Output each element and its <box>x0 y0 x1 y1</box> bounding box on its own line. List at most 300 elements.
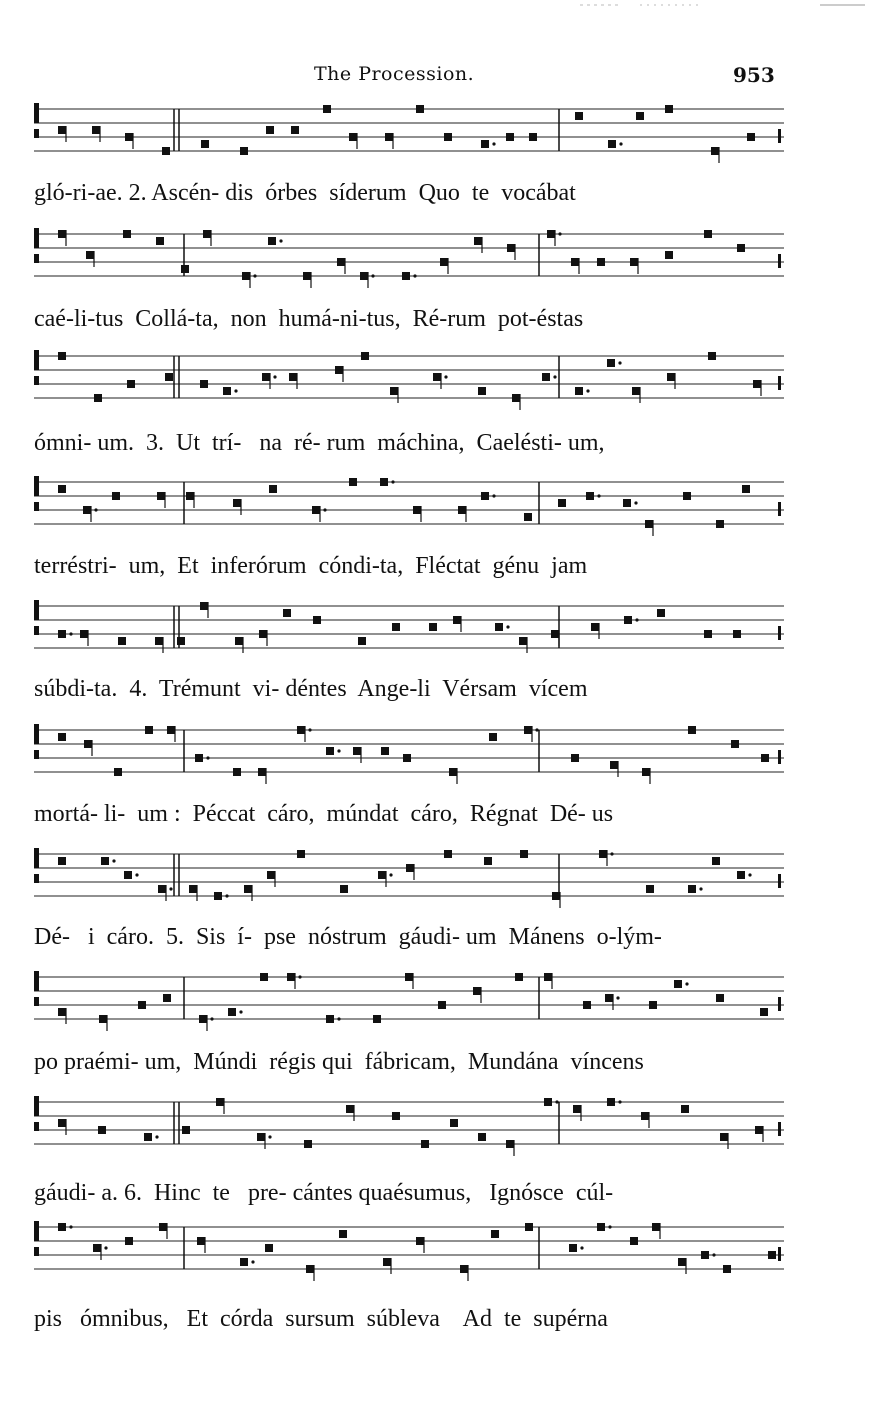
c-clef-icon <box>34 1122 39 1131</box>
neume-note <box>551 630 559 638</box>
neume-note <box>636 112 644 120</box>
neume-note <box>716 994 724 1002</box>
neume-note <box>704 230 712 238</box>
chant-staff-9 <box>34 1088 784 1158</box>
neume-note <box>99 1015 107 1023</box>
neume-note <box>240 1258 248 1266</box>
neume-note <box>683 492 691 500</box>
neume-note <box>701 1251 709 1259</box>
neume-note <box>406 864 414 872</box>
neume-note <box>489 733 497 741</box>
neume-dot <box>298 975 301 978</box>
neume-note <box>303 272 311 280</box>
neume-note <box>265 1244 273 1252</box>
neume-note <box>507 244 515 252</box>
neume-note <box>177 637 185 645</box>
c-clef-icon <box>34 103 39 123</box>
neume-dot <box>597 494 600 497</box>
neume-note <box>458 506 466 514</box>
neume-dot <box>308 728 311 731</box>
neume-note <box>519 637 527 645</box>
neume-note <box>649 1001 657 1009</box>
neume-note <box>597 1223 605 1231</box>
c-clef-icon <box>34 874 39 883</box>
neume-note <box>742 485 750 493</box>
neume-dot <box>337 749 340 752</box>
neume-note <box>665 251 673 259</box>
neume-note <box>575 112 583 120</box>
neume-note <box>112 492 120 500</box>
neume-dot <box>699 887 702 890</box>
neume-note <box>542 373 550 381</box>
neume-note <box>268 237 276 245</box>
neume-note <box>201 140 209 148</box>
neume-note <box>378 871 386 879</box>
c-clef-icon <box>34 254 39 263</box>
lyric-line-3: ómni- um. 3. Ut trí- na ré- rum máchina, Caelésti- um, <box>34 430 605 456</box>
neume-note <box>544 1098 552 1106</box>
neume-note <box>390 387 398 395</box>
neume-dot <box>506 625 509 628</box>
neume-note <box>495 623 503 631</box>
neume-note <box>214 892 222 900</box>
neume-dot <box>555 1100 558 1103</box>
neume-note <box>381 747 389 755</box>
neume-note <box>380 478 388 486</box>
staff-drawing <box>34 1088 784 1158</box>
lyric-line-9: gáudi- a. 6. Hinc te pre- cántes quaésumus, Ignósce cúl- <box>34 1180 614 1206</box>
neume-note <box>392 623 400 631</box>
neume-note <box>323 105 331 113</box>
neume-note <box>515 973 523 981</box>
chant-staff-6 <box>34 716 784 786</box>
neume-note <box>145 726 153 734</box>
neume-dot <box>712 1253 715 1256</box>
neume-note <box>158 885 166 893</box>
neume-dot <box>492 494 495 497</box>
neume-note <box>761 754 769 762</box>
neume-dot <box>618 361 621 364</box>
neume-note <box>473 987 481 995</box>
neume-note <box>337 258 345 266</box>
lyric-line-6: mortá- li- um : Péccat cáro, múndat cáro, Régnat Dé- us <box>34 801 614 827</box>
chant-staff-8 <box>34 963 784 1033</box>
neume-note <box>242 272 250 280</box>
neume-note <box>552 892 560 900</box>
neume-note <box>704 630 712 638</box>
neume-note <box>591 623 599 631</box>
staff-drawing <box>34 220 784 290</box>
neume-note <box>228 1008 236 1016</box>
neume-note <box>358 637 366 645</box>
neume-note <box>291 126 299 134</box>
neume-note <box>86 251 94 259</box>
neume-note <box>58 1008 66 1016</box>
neume-note <box>181 265 189 273</box>
custos-icon <box>778 874 781 888</box>
neume-note <box>58 733 66 741</box>
neume-dot <box>371 274 374 277</box>
neume-note <box>200 602 208 610</box>
neume-note <box>630 258 638 266</box>
page-number: 953 <box>733 63 775 87</box>
neume-dot <box>586 389 589 392</box>
neume-note <box>605 994 613 1002</box>
custos-icon <box>778 1247 781 1261</box>
custos-icon <box>778 750 781 764</box>
c-clef-icon <box>34 376 39 385</box>
neume-note <box>747 133 755 141</box>
neume-note <box>326 1015 334 1023</box>
neume-note <box>712 857 720 865</box>
staff-drawing <box>34 840 784 910</box>
neume-note <box>720 1133 728 1141</box>
neume-note <box>512 394 520 402</box>
neume-note <box>547 230 555 238</box>
chant-staff-3 <box>34 342 784 412</box>
custos-icon <box>778 376 781 390</box>
neume-note <box>233 499 241 507</box>
neume-dot <box>685 982 688 985</box>
custos-icon <box>778 502 781 516</box>
neume-note <box>312 506 320 514</box>
c-clef-icon <box>34 476 39 496</box>
neume-note <box>678 1258 686 1266</box>
neume-note <box>569 1244 577 1252</box>
neume-note <box>610 761 618 769</box>
neume-note <box>269 485 277 493</box>
neume-note <box>195 754 203 762</box>
neume-note <box>506 133 514 141</box>
neume-note <box>83 506 91 514</box>
neume-dot <box>94 508 97 511</box>
neume-note <box>163 994 171 1002</box>
neume-note <box>58 1223 66 1231</box>
neume-note <box>571 754 579 762</box>
neume-note <box>733 630 741 638</box>
neume-note <box>84 740 92 748</box>
page-title: The Procession. <box>314 63 475 85</box>
chant-staff-5 <box>34 592 784 662</box>
neume-dot <box>608 1225 611 1228</box>
neume-note <box>573 1105 581 1113</box>
neume-note <box>267 871 275 879</box>
neume-note <box>716 520 724 528</box>
neume-note <box>402 272 410 280</box>
neume-note <box>262 373 270 381</box>
neume-note <box>416 105 424 113</box>
staff-drawing <box>34 592 784 662</box>
neume-note <box>667 373 675 381</box>
neume-note <box>335 366 343 374</box>
neume-dot <box>268 1135 271 1138</box>
neume-note <box>575 387 583 395</box>
lyric-line-4: terréstri- um, Et inferórum cóndi-ta, Fléctat génu jam <box>34 553 588 579</box>
neume-note <box>283 609 291 617</box>
neume-note <box>313 616 321 624</box>
neume-dot <box>251 1260 254 1263</box>
neume-note <box>98 1126 106 1134</box>
neume-dot <box>337 1017 340 1020</box>
neume-note <box>688 726 696 734</box>
neume-dot <box>210 1017 213 1020</box>
lyric-line-10: pis ómnibus, Et córda sursum súbleva Ad te supérna <box>34 1306 608 1332</box>
neume-note <box>289 373 297 381</box>
neume-note <box>346 1105 354 1113</box>
neume-note <box>138 1001 146 1009</box>
neume-note <box>125 133 133 141</box>
neume-note <box>101 857 109 865</box>
neume-note <box>438 1001 446 1009</box>
neume-note <box>197 1237 205 1245</box>
neume-note <box>641 1112 649 1120</box>
neume-dot <box>535 728 538 731</box>
c-clef-icon <box>34 848 39 868</box>
neume-note <box>326 747 334 755</box>
neume-note <box>240 147 248 155</box>
neume-note <box>440 258 448 266</box>
neume-note <box>760 1008 768 1016</box>
neume-note <box>646 885 654 893</box>
neume-note <box>711 147 719 155</box>
neume-note <box>688 885 696 893</box>
neume-dot <box>155 1135 158 1138</box>
neume-note <box>632 387 640 395</box>
neume-dot <box>616 996 619 999</box>
neume-dot <box>169 887 172 890</box>
neume-note <box>373 1015 381 1023</box>
neume-note <box>753 380 761 388</box>
neume-dot <box>279 239 282 242</box>
chant-staff-10 <box>34 1213 784 1283</box>
neume-note <box>768 1251 776 1259</box>
neume-dot <box>618 1100 621 1103</box>
neume-note <box>392 1112 400 1120</box>
neume-note <box>167 726 175 734</box>
neume-note <box>340 885 348 893</box>
c-clef-icon <box>34 1096 39 1116</box>
staff-drawing <box>34 963 784 1033</box>
neume-note <box>597 258 605 266</box>
lyric-line-2: caé-li-tus Collá-ta, non humá-ni-tus, Ré-rum pot-éstas <box>34 306 584 332</box>
chant-staff-2 <box>34 220 784 290</box>
neume-dot <box>389 873 392 876</box>
neume-note <box>642 768 650 776</box>
staff-drawing <box>34 716 784 786</box>
neume-dot <box>492 142 495 145</box>
neume-note <box>755 1126 763 1134</box>
neume-note <box>681 1105 689 1113</box>
neume-dot <box>273 375 276 378</box>
neume-note <box>258 768 266 776</box>
neume-note <box>674 980 682 988</box>
neume-note <box>124 871 132 879</box>
neume-note <box>478 387 486 395</box>
staff-drawing <box>34 1213 784 1283</box>
neume-note <box>444 133 452 141</box>
c-clef-icon <box>34 626 39 635</box>
neume-note <box>481 492 489 500</box>
neume-note <box>474 237 482 245</box>
neume-dot <box>635 618 638 621</box>
neume-note <box>416 1237 424 1245</box>
neume-dot <box>234 389 237 392</box>
neume-note <box>235 637 243 645</box>
staff-drawing <box>34 468 784 538</box>
neume-note <box>80 630 88 638</box>
neume-note <box>433 373 441 381</box>
c-clef-icon <box>34 129 39 138</box>
neume-note <box>156 237 164 245</box>
custos-icon <box>778 626 781 640</box>
neume-note <box>491 1230 499 1238</box>
neume-note <box>165 373 173 381</box>
neume-note <box>544 973 552 981</box>
neume-note <box>586 492 594 500</box>
neume-note <box>583 1001 591 1009</box>
chant-staff-7 <box>34 840 784 910</box>
neume-note <box>737 244 745 252</box>
neume-note <box>607 1098 615 1106</box>
neume-note <box>723 1265 731 1273</box>
neume-note <box>297 726 305 734</box>
neume-note <box>645 520 653 528</box>
c-clef-icon <box>34 971 39 991</box>
lyric-line-7: Dé- i cáro. 5. Sis í- pse nóstrum gáudi- um Mánens o-lým- <box>34 924 662 950</box>
neume-note <box>93 1244 101 1252</box>
neume-note <box>450 1119 458 1127</box>
neume-dot <box>619 142 622 145</box>
c-clef-icon <box>34 350 39 370</box>
neume-note <box>708 352 716 360</box>
neume-note <box>92 126 100 134</box>
neume-note <box>360 272 368 280</box>
neume-dot <box>206 756 209 759</box>
staff-drawing <box>34 342 784 412</box>
neume-note <box>421 1140 429 1148</box>
neume-note <box>216 1098 224 1106</box>
neume-note <box>529 133 537 141</box>
neume-note <box>481 140 489 148</box>
neume-dot <box>748 873 751 876</box>
neume-note <box>484 857 492 865</box>
neume-note <box>157 492 165 500</box>
custos-icon <box>778 1122 781 1136</box>
c-clef-icon <box>34 600 39 620</box>
neume-note <box>144 1133 152 1141</box>
c-clef-icon <box>34 750 39 759</box>
neume-note <box>58 352 66 360</box>
neume-note <box>94 394 102 402</box>
neume-note <box>383 1258 391 1266</box>
neume-note <box>478 1133 486 1141</box>
neume-note <box>182 1126 190 1134</box>
c-clef-icon <box>34 1221 39 1241</box>
neume-note <box>127 380 135 388</box>
chant-staff-1 <box>34 95 784 165</box>
neume-note <box>630 1237 638 1245</box>
neume-note <box>259 630 267 638</box>
neume-note <box>159 1223 167 1231</box>
neume-note <box>737 871 745 879</box>
c-clef-icon <box>34 228 39 248</box>
neume-dot <box>225 894 228 897</box>
neume-note <box>58 857 66 865</box>
neume-note <box>453 616 461 624</box>
staff-drawing <box>34 95 784 165</box>
neume-note <box>125 1237 133 1245</box>
neume-note <box>429 623 437 631</box>
neume-note <box>186 492 194 500</box>
neume-note <box>257 1133 265 1141</box>
neume-note <box>304 1140 312 1148</box>
neume-note <box>608 140 616 148</box>
neume-dot <box>558 232 561 235</box>
neume-dot <box>580 1246 583 1249</box>
neume-note <box>260 973 268 981</box>
neume-dot <box>444 375 447 378</box>
neume-note <box>162 147 170 155</box>
neume-note <box>413 506 421 514</box>
neume-note <box>349 478 357 486</box>
neume-dot <box>239 1010 242 1013</box>
neume-note <box>405 973 413 981</box>
lyric-line-8: po praémi- um, Múndi régis qui fábricam, Mundána víncens <box>34 1049 644 1075</box>
neume-note <box>506 1140 514 1148</box>
neume-note <box>657 609 665 617</box>
neume-dot <box>69 632 72 635</box>
neume-note <box>449 768 457 776</box>
neume-note <box>58 485 66 493</box>
neume-dot <box>553 375 556 378</box>
neume-note <box>123 230 131 238</box>
scan-marks <box>560 0 869 12</box>
neume-note <box>624 616 632 624</box>
neume-note <box>607 359 615 367</box>
neume-note <box>524 513 532 521</box>
neume-note <box>599 850 607 858</box>
neume-note <box>223 387 231 395</box>
neume-dot <box>413 274 416 277</box>
neume-note <box>339 1230 347 1238</box>
neume-note <box>155 637 163 645</box>
neume-note <box>114 768 122 776</box>
neume-dot <box>323 508 326 511</box>
neume-note <box>385 133 393 141</box>
neume-dot <box>610 852 613 855</box>
neume-note <box>403 754 411 762</box>
neume-note <box>297 850 305 858</box>
neume-note <box>199 1015 207 1023</box>
neume-note <box>460 1265 468 1273</box>
neume-note <box>349 133 357 141</box>
neume-note <box>525 1223 533 1231</box>
neume-note <box>731 740 739 748</box>
neume-note <box>361 352 369 360</box>
neume-dot <box>69 1225 72 1228</box>
neume-note <box>58 630 66 638</box>
neume-note <box>353 747 361 755</box>
neume-note <box>287 973 295 981</box>
neume-dot <box>634 501 637 504</box>
neume-dot <box>135 873 138 876</box>
lyric-line-5: súbdi-ta. 4. Trémunt vi- déntes Ange-li Vérsam vícem <box>34 676 588 702</box>
neume-note <box>444 850 452 858</box>
chant-staff-4 <box>34 468 784 538</box>
neume-note <box>306 1265 314 1273</box>
neume-note <box>200 380 208 388</box>
custos-icon <box>778 129 781 143</box>
